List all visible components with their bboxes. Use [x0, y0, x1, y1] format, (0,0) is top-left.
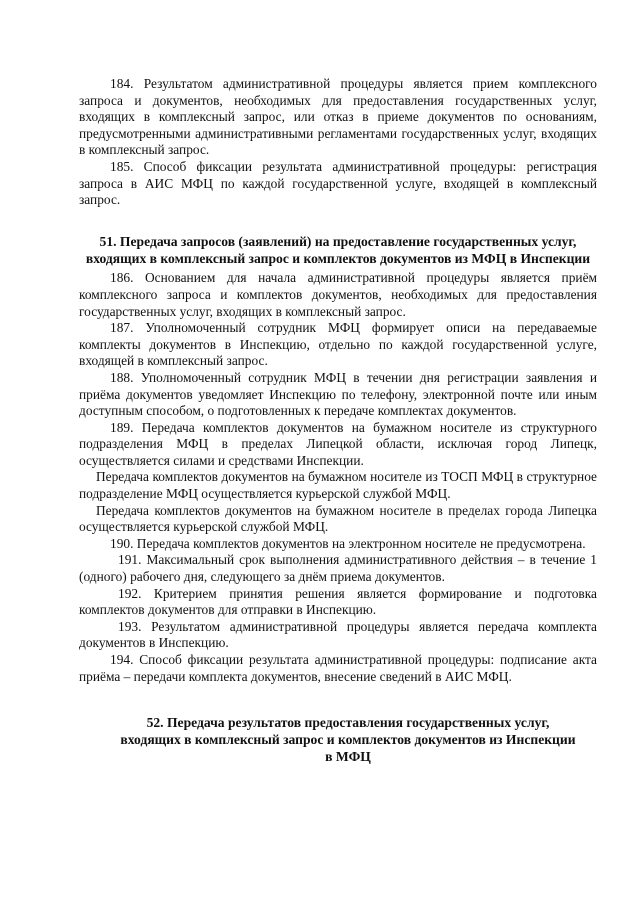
- paragraph-tosp-transfer: Передача комплектов документов на бумажном носителе из ТОСП МФЦ в структурное подразделение МФЦ осуществляется курьерской службой МФЦ.: [79, 469, 597, 502]
- paragraph-189: 189. Передача комплектов документов на бумажном носителе из структурного подразделения МФЦ в пределах Липецкой области, исключая город Липецк, осуществляется силами и средствами Инспекции.: [79, 419, 597, 468]
- paragraph-188: 188. Уполномоченный сотрудник МФЦ в течении дня регистрации заявления и приёма документов уведомляет Инспекцию по телефону, электронной почте или иным доступным способом, о подготовленных к передаче комплектах документов.: [79, 369, 597, 419]
- document-body: [79, 76, 597, 766]
- paragraph-184: 184. Результатом административной процедуры является прием комплексного запроса и документов, необходимых для предоставления государственных услуг, входящих в комплексный запрос, или отказ в приеме документов по основаниям, предусмотренными административными регламентами государственных услуг, входящих в комплексный запрос.: [79, 76, 597, 158]
- paragraph-192: 192. Критерием принятия решения является формирование и подготовка комплектов документов для отправки в Инспекцию.: [79, 585, 597, 618]
- paragraph-lipetsk-transfer: Передача комплектов документов на бумажном носителе в пределах города Липецка осуществляется курьерской службой МФЦ.: [79, 502, 597, 535]
- section-51-heading: 51. Передача запросов (заявлений) на предоставление государственных услуг, входящих в комплексный запрос и комплектов документов из МФЦ в Инспекции: [85, 233, 591, 266]
- paragraph-190: 190. Передача комплектов документов на электронном носителе не предусмотрена.: [110, 535, 586, 551]
- paragraph-187: 187. Уполномоченный сотрудник МФЦ формирует описи на передаваемые комплекты документов в Инспекцию, отдельно по каждой государственной услуге, входящей в комплексный запрос.: [79, 320, 597, 369]
- paragraph-193: 193. Результатом административной процедуры является передача комплекта документов в Инспекцию.: [79, 618, 597, 651]
- paragraph-186: 186. Основанием для начала административной процедуры является приём комплексного запроса и комплектов документов, необходимых для предоставления государственных услуг, входящих в комплексный запрос.: [79, 270, 597, 319]
- section-52-heading: 52. Передача результатов предоставления государственных услуг, входящих в комплексный запрос и комплектов документов из Инспекции в МФЦ: [120, 715, 576, 764]
- paragraph-191: 191. Максимальный срок выполнения административного действия – в течение 1 (одного) рабочего дня, следующего за днём приема документов.: [79, 552, 597, 585]
- paragraph-194: 194. Способ фиксации результата административной процедуры: подписание акта приёма – передачи комплекта документов, внесение сведений в АИС МФЦ.: [79, 652, 597, 684]
- paragraph-185: 185. Способ фиксации результата административной процедуры: регистрация запроса в АИС МФЦ по каждой государственной услуге, входящей в комплексный запрос.: [79, 158, 597, 208]
